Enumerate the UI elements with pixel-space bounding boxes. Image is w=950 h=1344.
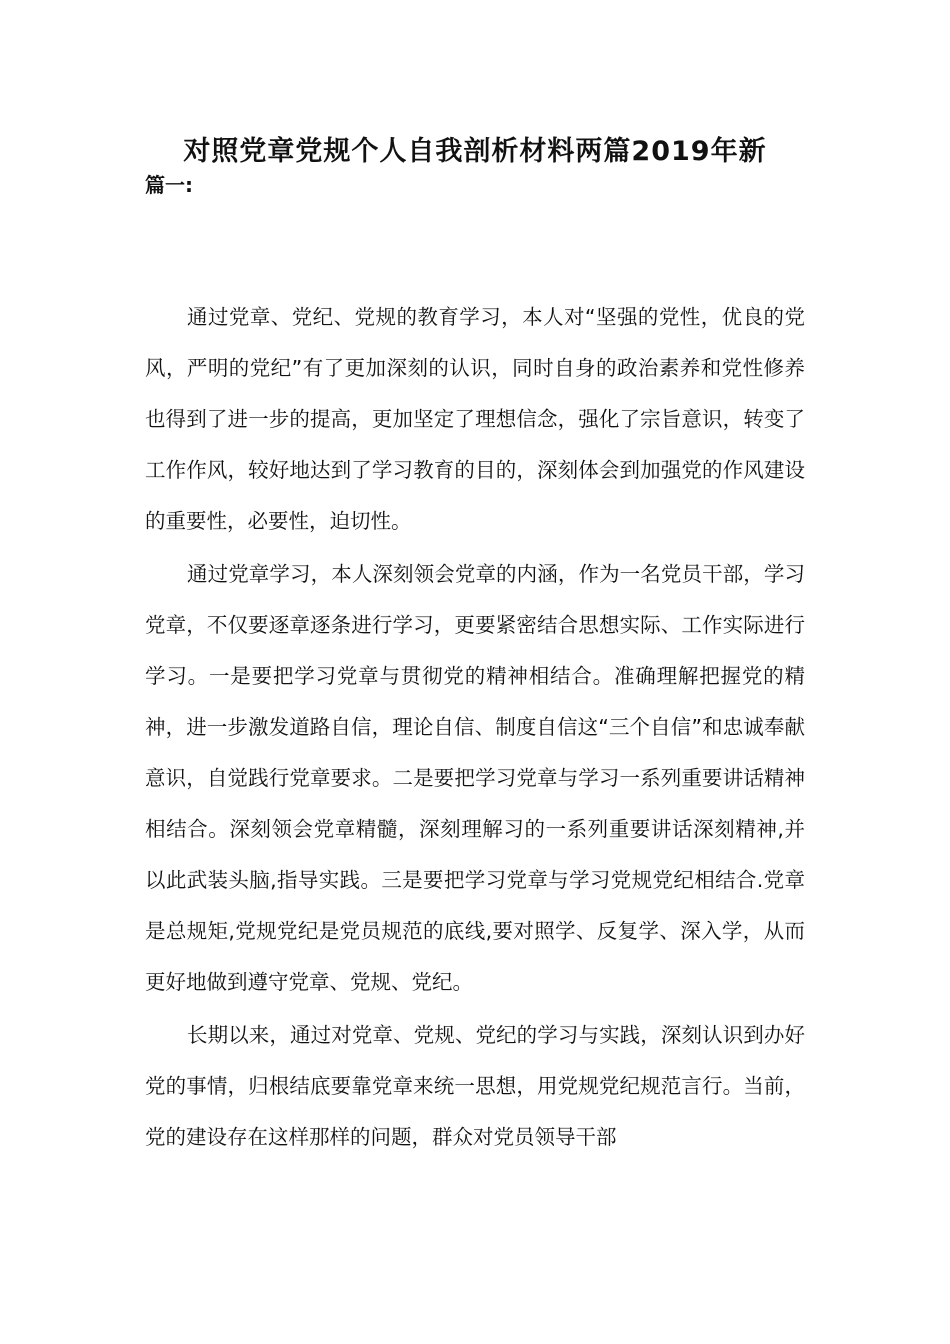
document-title: 对照党章党规个人自我剖析材料两篇2019年新: [183, 136, 767, 167]
paragraph-3: 长期以来，通过对党章、党规、党纪的学习与实践，深刻认识到办好党的事情，归根结底要靠党章来统一思想，用党规党纪规范言行。当前，党的建设存在这样那样的问题，群众对党员领导干部: [145, 1023, 805, 1149]
document-body: [145, 292, 805, 1163]
paragraph-2: 通过党章学习，本人深刻领会党章的内涵，作为一名党员干部，学习党章，不仅要逐章逐条进行学习，更要紧密结合思想实际、工作实际进行学习。一是要把学习党章与贯彻党的精神相结合。准确理解把握党的精神，进一步激发道路自信，理论自信、制度自信这“三个自信”和忠诚奉献意识，自觉践行党章要求。二是要把学习党章与学习一系列重要讲话精神相结合。深刻领会党章精髓，深刻理解习的一系列重要讲话深刻精神,并以此武装头脑,指导实践。三是要把学习党章与学习党规党纪相结合.党章是总规矩,党规党纪是党员规范的底线,要对照学、反复学、深入学，从而更好地做到遵守党章、党规、党纪。: [145, 562, 805, 994]
paragraph-1: 通过党章、党纪、党规的教育学习，本人对“坚强的党性，优良的党风，严明的党纪”有了更加深刻的认识，同时自身的政治素养和党性修养也得到了进一步的提高，更加坚定了理想信念，强化了宗旨意识，转变了工作作风，较好地达到了学习教育的目的，深刻体会到加强党的作风建设的重要性，必要性，迫切性。: [145, 305, 805, 533]
section-label: 篇一:: [145, 173, 193, 197]
